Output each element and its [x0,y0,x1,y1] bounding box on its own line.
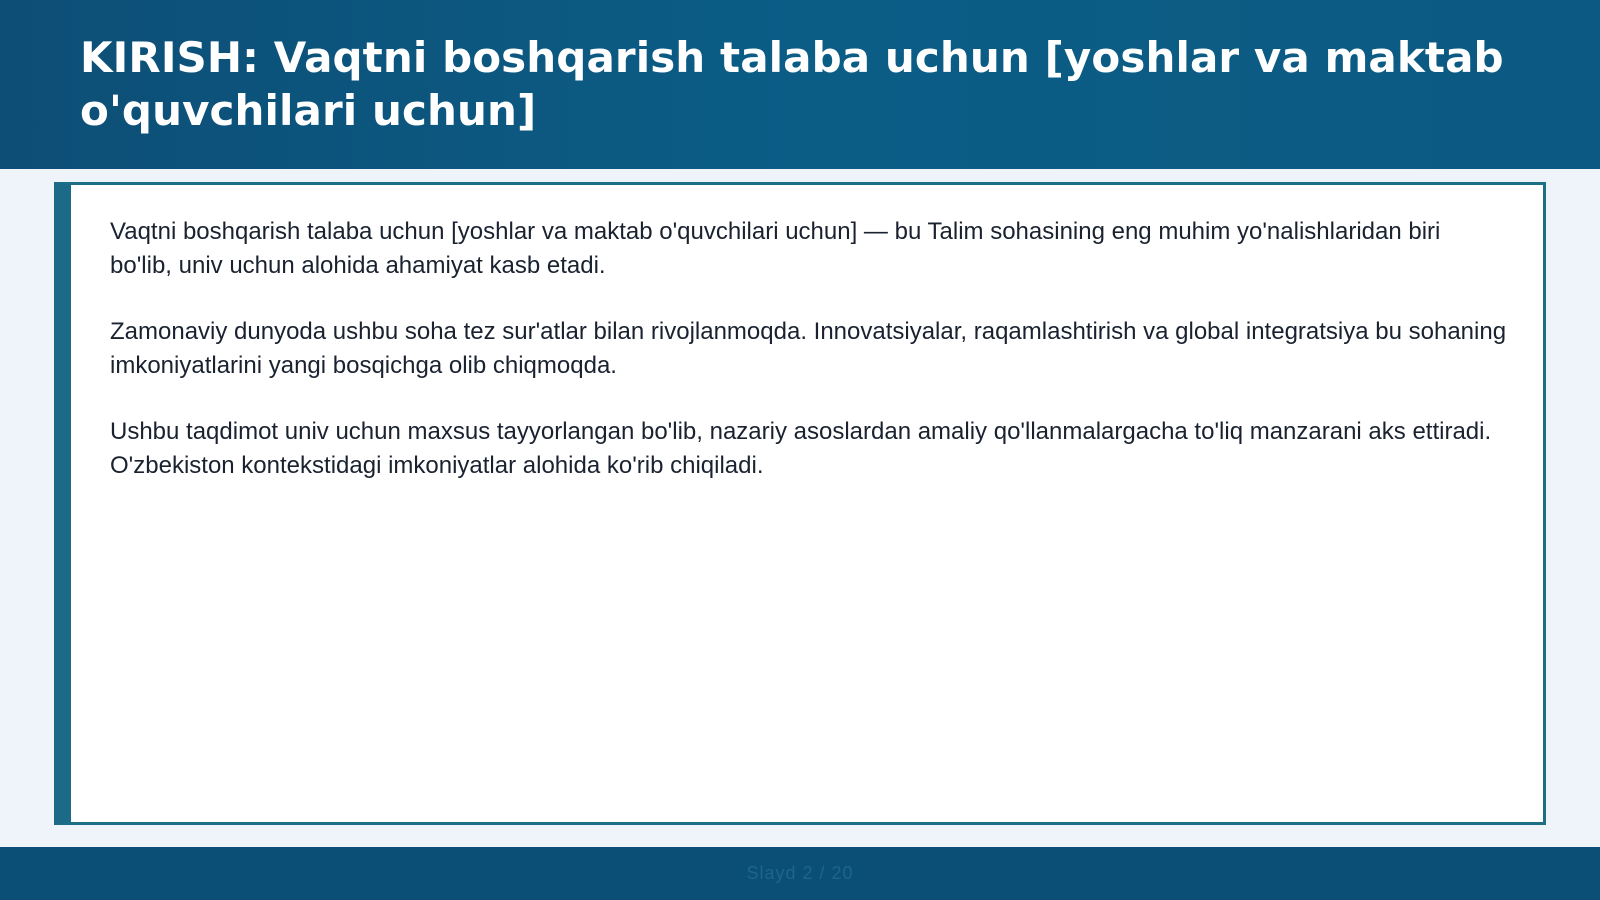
slide-header [0,0,1600,169]
content-panel [54,182,1546,825]
paragraph-modern-world: Zamonaviy dunyoda ushbu soha tez sur'atlar bilan rivojlanmoqda. Innovatsiyalar, raqamlashtirish va global integratsiya bu sohaning imkoniyatlarini yangi bosqichga olib chiqmoqda. [110,318,1507,379]
slide-title: KIRISH: Vaqtni boshqarish talaba uchun [yoshlar va maktab o'quvchilari uchun] [80,33,1504,135]
paragraph-presentation-scope: Ushbu taqdimot univ uchun maxsus tayyorlangan bo'lib, nazariy asoslardan amaliy qo'llanmalargacha to'liq manzarani aks ettiradi. O'zbekiston kontekstidagi imkoniyatlar alohida ko'rib chiqiladi. [110,418,1492,479]
slide-footer [0,847,1600,900]
paragraph-intro: Vaqtni boshqarish talaba uchun [yoshlar va maktab o'quvchilari uchun] — bu Talim sohasining eng muhim yo'nalishlaridan biri bo'lib, univ uchun alohida ahamiyat kasb etadi. [110,218,1441,279]
slide-number: Slayd 2 / 20 [746,863,854,883]
